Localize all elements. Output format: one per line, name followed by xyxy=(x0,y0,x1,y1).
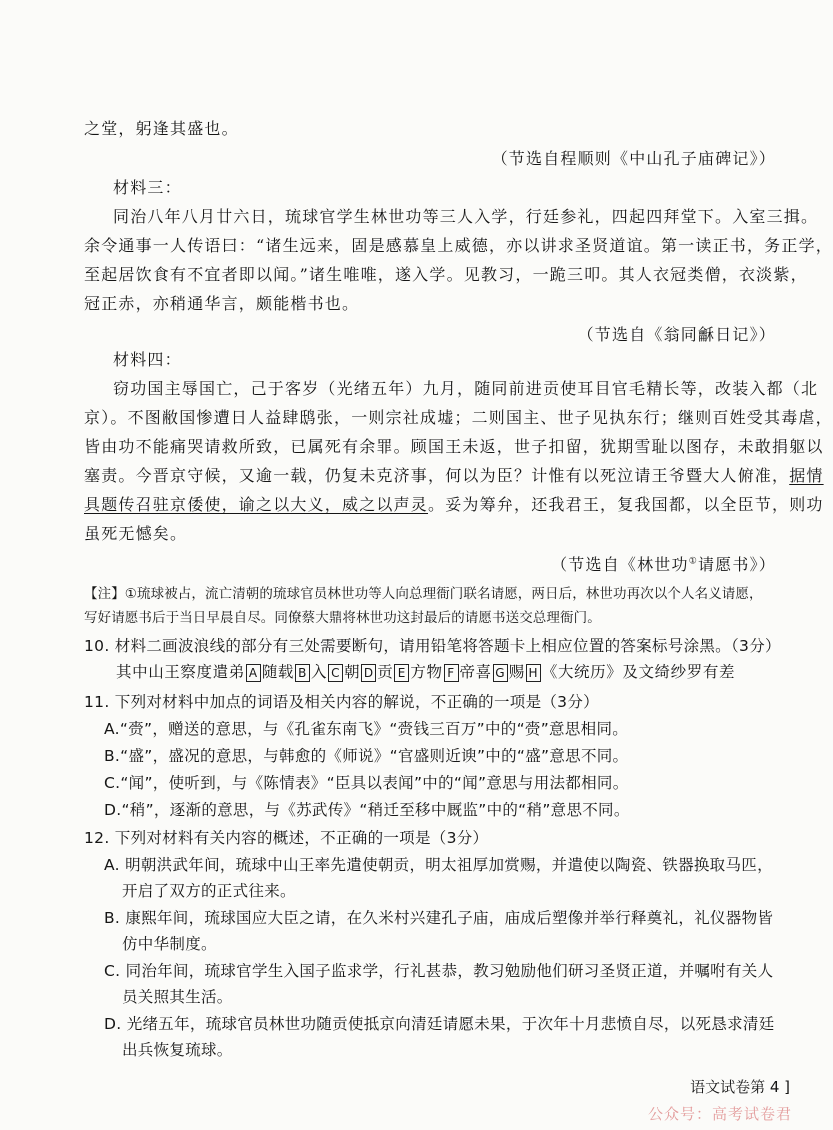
passage-line: 皆由功不能痛哭请救所致，已属死有余罪。顾国王未返，世子扣留，犹期雪耻以图存，未敢捐躯以 xyxy=(84,437,824,456)
passage-line: 冠正赤，亦稍通华言，颇能楷书也。 xyxy=(84,294,360,313)
option-box[interactable]: H xyxy=(526,664,541,682)
passage-line: 至起居饮食有不宜者即以闻。”诸生唯唯，遂入学。见教习，一跪三叩。其人衣冠类僧，衣淡紫， xyxy=(84,265,808,284)
sentence-text: 朝 xyxy=(344,663,361,681)
question-12-option-d-cont: 出兵恢复琉球。 xyxy=(122,1041,233,1059)
question-11-option-c: C.“闻”，使听到，与《陈情表》“臣具以表闻”中的“闻”意思与用法都相同。 xyxy=(104,774,629,792)
footnote-marker: ① xyxy=(688,556,698,567)
question-11-option-b: B.“盛”，盛况的意思，与韩愈的《师说》“官盛则近谀”中的“盛”意思不同。 xyxy=(104,747,629,765)
option-box[interactable]: D xyxy=(361,664,376,682)
passage-line xyxy=(84,492,824,515)
sentence-text: 贡 xyxy=(377,663,394,681)
option-box[interactable]: B xyxy=(295,664,310,682)
passage-line: 同治八年八月廿六日，琉球官学生林世功等三人入学，行廷参礼，四起四拜堂下。入室三揖。 xyxy=(113,207,819,226)
option-box[interactable]: F xyxy=(444,664,459,682)
passage-text: 。妥为筹弁，还我君王，复我国都，以全臣节，则功 xyxy=(428,495,824,514)
question-11-option-d: D.“稍”，逐渐的意思，与《苏武传》“稍迁至移中厩监”中的“稍”意思不同。 xyxy=(104,801,630,819)
material-three-title: 材料三： xyxy=(113,178,182,197)
citation-text: （节选自《林世功 xyxy=(551,555,689,574)
question-12-option-b-cont: 仿中华制度。 xyxy=(122,935,217,953)
source-citation: （节选自《翁同龢日记》） xyxy=(577,325,776,344)
option-box[interactable]: G xyxy=(493,664,508,682)
sentence-text: 其中山王察度遣弟 xyxy=(116,663,245,681)
question-12-option-d: D. 光绪五年，琉球官员林世功随贡使抵京向清廷请愿未果，于次年十月悲愤自尽，以死恳求清廷 xyxy=(104,1015,775,1033)
question-12-option-b: B. 康熙年间，琉球国应大臣之请，在久米村兴建孔子庙，庙成后塑像并举行释奠礼，礼仪器物皆 xyxy=(104,909,774,927)
question-12-option-a: A. 明朝洪武年间，琉球中山王率先遣使朝贡，明太祖厚加赏赐，并遣使以陶瓷、铁器换取马匹， xyxy=(104,856,773,874)
option-box[interactable]: C xyxy=(328,664,343,682)
question-12-option-a-cont: 开启了双方的正式往来。 xyxy=(122,882,296,900)
option-box[interactable]: E xyxy=(394,664,409,682)
footnote: 【注】①琉球被占，流亡清朝的琉球官员林世功等人向总理衙门联名请愿，两日后，林世功再次以个人名义请愿， xyxy=(84,586,763,602)
passage-line xyxy=(84,463,824,486)
question-11-option-a: A.“赍”，赠送的意思，与《孔雀东南飞》“赍钱三百万”中的“赍”意思相同。 xyxy=(104,720,629,738)
question-11: 11. 下列对材料中加点的词语及相关内容的解说，不正确的一项是（3分） xyxy=(84,693,599,711)
passage-line: 之堂，躬逢其盛也。 xyxy=(84,119,239,138)
footnote: 写好请愿书后于当日早晨自尽。同僚蔡大鼎将林世功这封最后的请愿书送交总理衙门。 xyxy=(84,610,601,626)
question-12-option-c: C. 同治年间，琉球官学生入国子监求学，行礼甚恭，教习勉励他们研习圣贤正道，并嘱咐有关人 xyxy=(104,962,774,980)
sentence-text: 入 xyxy=(311,663,328,681)
sentence-text: 方物 xyxy=(410,663,443,681)
sentence-text: 帝喜 xyxy=(459,663,492,681)
page-footer: 语文试卷第 4 ] xyxy=(690,1078,790,1096)
passage-line: 虽死无憾矣。 xyxy=(84,524,188,543)
sentence-text: 《大统历》及文绮纱罗有差 xyxy=(541,663,736,681)
question-12: 12. 下列对材料有关内容的概述，不正确的一项是（3分） xyxy=(84,829,489,847)
question-10-sentence xyxy=(116,660,735,682)
question-12-option-c-cont: 员关照其生活。 xyxy=(122,988,233,1006)
passage-line: 余令通事一人传语曰：“诸生远来，固是感慕皇上威德，亦以讲求圣贤道谊。第一读正书，务正学， xyxy=(84,236,833,255)
source-citation: （节选自程顺则《中山孔子庙碑记》） xyxy=(491,149,776,168)
underlined-text: 据情 xyxy=(789,466,824,485)
underlined-text: 具题传召驻京倭使，谕之以大义，威之以声灵 xyxy=(84,495,429,514)
sentence-text: 赐 xyxy=(508,663,525,681)
passage-text: 塞责。今晋京守候，又逾一载，仍复未克济事，何以为臣？计惟有以死泣请王爷暨大人俯准， xyxy=(84,466,790,485)
option-box[interactable]: A xyxy=(246,664,261,682)
passage-line: 窃功国主辱国亡，己于客岁（光绪五年）九月，随同前进贡使耳目官毛精长等，改装入都（北 xyxy=(113,379,819,398)
sentence-text: 随载 xyxy=(261,663,295,681)
material-four-title: 材料四： xyxy=(113,350,182,369)
passage-line: 京）。不图敝国惨遭日人益肆鸱张，一则宗社成墟；二则国主、世子见执东行；继则百姓受其毒虐， xyxy=(84,408,833,427)
source-citation xyxy=(551,552,776,575)
question-10: 10. 材料二画波浪线的部分有三处需要断句，请用铅笔将答题卡上相应位置的答案标号涂黑。（3分） xyxy=(84,637,781,655)
watermark: 公众号：高考试卷君 xyxy=(647,1105,792,1123)
citation-text: 请愿书》） xyxy=(697,555,776,574)
